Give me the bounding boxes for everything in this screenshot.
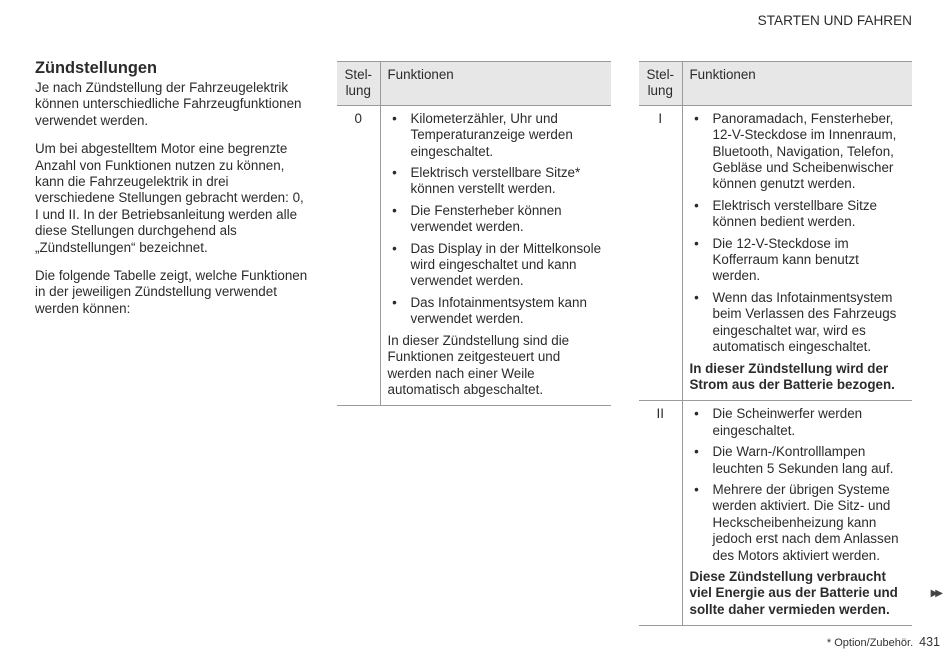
double-play-icon: ▶▶ bbox=[930, 588, 940, 599]
footnote-text: * Option/Zubehör. bbox=[826, 637, 914, 649]
table-header-row bbox=[337, 62, 611, 106]
list-item-text: Mehrere der übrigen Systeme werden aktiviert. Die Sitz- und Heckscheibenheizung kann jedoch erst nach dem Anlassen des Motors aktiviert werden. bbox=[712, 481, 899, 563]
row-note: In dieser Zündstellung wird der Strom aus der Batterie bezogen. bbox=[689, 360, 895, 392]
bullet-icon: • bbox=[694, 289, 699, 305]
list-item bbox=[388, 295, 605, 328]
header-position: Stel- lung bbox=[639, 62, 682, 106]
position-cell: 0 bbox=[337, 105, 380, 406]
functions-cell bbox=[682, 401, 912, 626]
ignition-table-1 bbox=[337, 61, 611, 406]
function-list bbox=[690, 406, 906, 564]
section-header: STARTEN UND FAHREN bbox=[757, 13, 912, 28]
list-item-text: Wenn das Infotainmentsystem beim Verlassen des Fahrzeugs eingeschaltet war, wird es automatisch eingeschaltet. bbox=[712, 289, 897, 355]
bullet-icon: • bbox=[694, 406, 699, 422]
list-item-text: Das Display in der Mittelkonsole wird eingeschaltet und kann verwendet werden. bbox=[410, 240, 602, 289]
table-row bbox=[337, 105, 611, 406]
list-item bbox=[388, 241, 605, 290]
bullet-icon: • bbox=[392, 202, 397, 218]
functions-cell bbox=[682, 105, 912, 401]
list-item-text: Die Scheinwerfer werden eingeschaltet. bbox=[712, 406, 863, 438]
position-cell: I bbox=[639, 105, 682, 401]
list-item bbox=[690, 290, 906, 356]
bullet-icon: • bbox=[392, 110, 397, 126]
list-item-text: Elektrisch verstellbare Sitze können bedient werden. bbox=[712, 197, 877, 230]
list-item-text: Panoramadach, Fensterheber, 12-V-Steckdose im Innenraum, Bluetooth, Navigation, Telefon, Gebläse und Scheibenwischer können genutzt werden. bbox=[712, 110, 897, 192]
list-item-text: Elektrisch verstellbare Sitze* können verstellt werden. bbox=[410, 165, 581, 197]
header-position: Stel- lung bbox=[337, 62, 380, 106]
functions-cell bbox=[380, 105, 611, 406]
page-footer bbox=[827, 634, 940, 651]
lead-paragraph: Je nach Zündstellung der Fahrzeugelektrik können unterschiedliche Fahrzeugfunktionen verwendet werden. bbox=[35, 80, 302, 128]
list-item bbox=[690, 444, 906, 477]
table-body bbox=[337, 105, 611, 406]
list-item-text: Die 12-V-Steckdose im Kofferraum kann benutzt werden. bbox=[712, 235, 859, 284]
function-list bbox=[690, 111, 906, 356]
list-item bbox=[690, 198, 906, 231]
bullet-icon: • bbox=[694, 481, 699, 497]
page-number: 431 bbox=[919, 635, 940, 649]
list-item bbox=[388, 165, 605, 198]
list-item bbox=[690, 482, 906, 564]
bullet-icon: • bbox=[392, 240, 397, 256]
row-note: Diese Zündstellung verbraucht viel Energie aus der Batterie und sollte daher vermieden werden. bbox=[689, 568, 898, 617]
list-item bbox=[388, 203, 605, 236]
ignition-table-2 bbox=[639, 61, 912, 626]
intro-column bbox=[35, 59, 310, 317]
list-item bbox=[690, 406, 906, 439]
header-functions: Funktionen bbox=[380, 62, 611, 106]
bullet-icon: • bbox=[392, 165, 397, 181]
table-row bbox=[639, 401, 912, 626]
table-row bbox=[639, 105, 912, 401]
list-item bbox=[388, 111, 605, 160]
page-title: Zündstellungen bbox=[35, 59, 158, 77]
bullet-icon: • bbox=[694, 235, 699, 251]
row-note: In dieser Zündstellung sind die Funktionen zeitgesteuert und werden nach einer Weile automatisch abgeschaltet. bbox=[387, 332, 570, 397]
bullet-icon: • bbox=[694, 444, 699, 460]
position-cell: II bbox=[639, 401, 682, 626]
bullet-icon: • bbox=[694, 110, 699, 126]
list-item-text: Das Infotainmentsystem kann verwendet werden. bbox=[410, 294, 587, 327]
function-list bbox=[388, 111, 605, 328]
list-item-text: Die Warn-/Kontrolllampen leuchten 5 Sekunden lang auf. bbox=[712, 444, 894, 476]
bullet-icon: • bbox=[392, 294, 397, 310]
table-header-row bbox=[639, 62, 912, 106]
header-functions: Funktionen bbox=[682, 62, 912, 106]
body-paragraph-positions: Um bei abgestelltem Motor eine begrenzte Anzahl von Funktionen nutzen zu können, kann die Fahrzeugelektrik in drei verschiedene Stellungen gebracht werden: 0, I und II. In der Betriebsanleitung werden alle diese Stellungen durchgehend als „Zündstellungen“ bezeichnet. bbox=[35, 141, 304, 255]
table-body bbox=[639, 105, 912, 625]
list-item bbox=[690, 111, 906, 193]
list-item-text: Kilometerzähler, Uhr und Temperaturanzeige werden eingeschaltet. bbox=[410, 110, 573, 159]
list-item-text: Die Fensterheber können verwendet werden. bbox=[410, 202, 562, 235]
body-paragraph-table-intro: Die folgende Tabelle zeigt, welche Funktionen in der jeweiligen Zündstellung verwendet werden können: bbox=[35, 268, 308, 316]
list-item bbox=[690, 236, 906, 285]
bullet-icon: • bbox=[694, 197, 699, 213]
